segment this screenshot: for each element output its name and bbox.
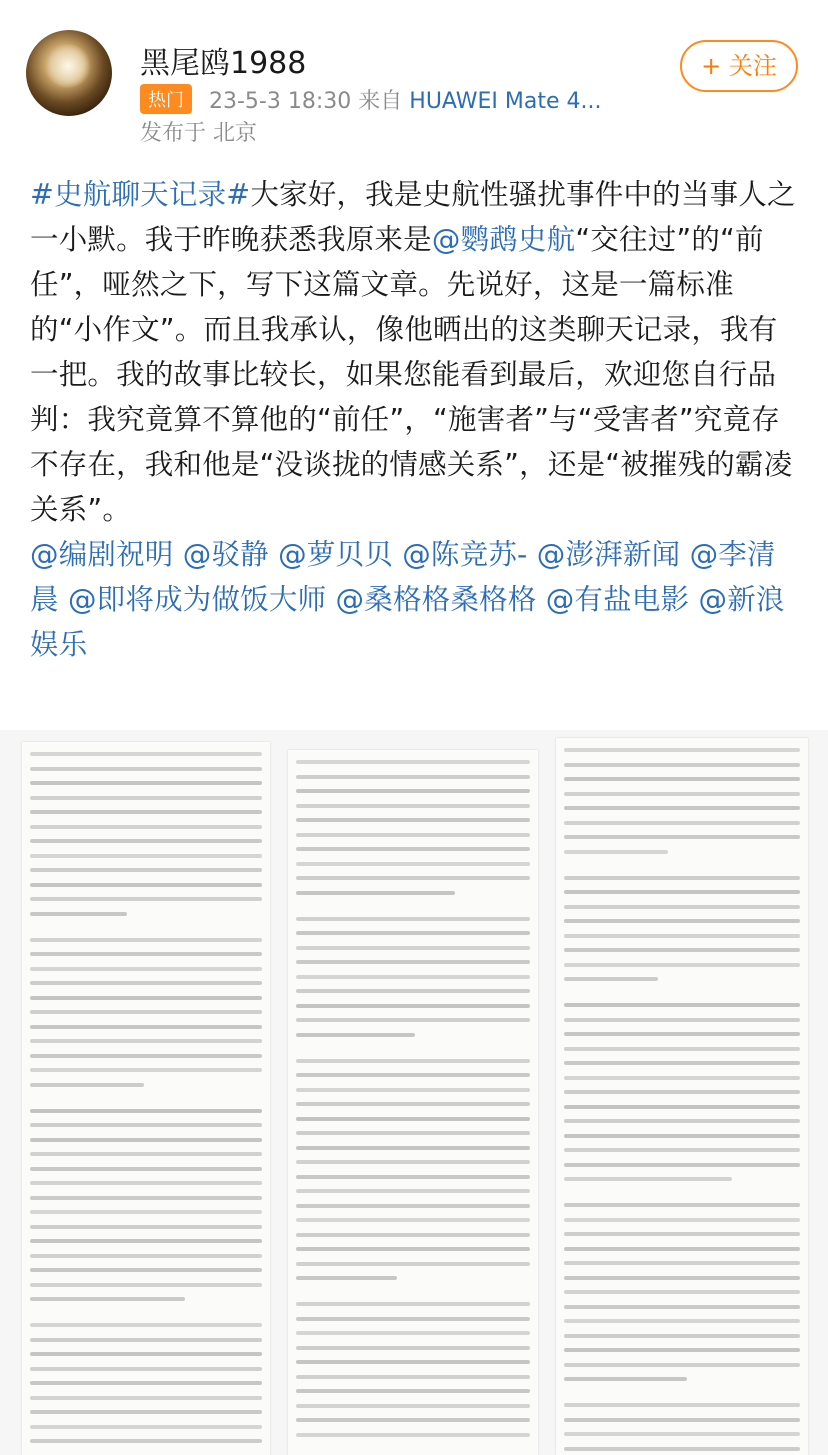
document-page[interactable] bbox=[556, 738, 808, 1455]
scanned-text-line bbox=[296, 1433, 530, 1437]
scanned-text-line bbox=[296, 1418, 530, 1422]
scanned-text-line bbox=[296, 960, 530, 964]
scanned-text-line bbox=[564, 748, 800, 752]
scanned-text-line bbox=[296, 847, 530, 851]
scanned-text-line bbox=[296, 1302, 530, 1306]
mention-link[interactable]: @有盐电影 bbox=[545, 583, 690, 616]
scanned-text-line bbox=[564, 977, 658, 981]
scanned-text-line bbox=[30, 1109, 262, 1113]
scanned-text-line bbox=[30, 1268, 262, 1272]
mention-link[interactable]: @陈竞苏- bbox=[402, 538, 528, 571]
scanned-text-line bbox=[30, 897, 262, 901]
attached-document-image[interactable] bbox=[0, 730, 828, 1455]
mention-link[interactable]: @新浪娱乐 bbox=[30, 583, 785, 661]
scanned-text-line bbox=[30, 1167, 262, 1171]
scanned-text-line bbox=[564, 1018, 800, 1022]
scanned-text-line bbox=[564, 1305, 800, 1309]
scanned-text-line bbox=[296, 989, 530, 993]
scanned-text-line bbox=[564, 1163, 800, 1167]
scanned-text-line bbox=[296, 1189, 530, 1193]
scanned-text-line bbox=[30, 1439, 262, 1443]
scanned-text-line bbox=[564, 963, 800, 967]
scanned-text-line bbox=[30, 1083, 144, 1087]
scanned-text-line bbox=[30, 952, 262, 956]
scanned-text-line bbox=[30, 1239, 262, 1243]
scanned-text-line bbox=[564, 1261, 800, 1265]
scanned-text-line bbox=[564, 763, 800, 767]
scanned-text-line bbox=[296, 891, 455, 895]
scanned-text-line bbox=[30, 839, 262, 843]
scanned-text-line bbox=[296, 833, 530, 837]
scanned-text-line bbox=[30, 1381, 262, 1385]
scanned-text-line bbox=[296, 862, 530, 866]
scanned-text-line bbox=[564, 905, 800, 909]
mentions-list bbox=[30, 532, 800, 667]
mention-link[interactable]: @驳静 bbox=[182, 538, 269, 571]
scanned-text-line bbox=[296, 917, 530, 921]
scanned-text-line bbox=[564, 1047, 800, 1051]
scanned-text-line bbox=[30, 912, 127, 916]
scanned-text-line bbox=[296, 1375, 530, 1379]
mention-link[interactable]: @鹦鹉史航 bbox=[431, 223, 576, 256]
scanned-text-line bbox=[564, 835, 800, 839]
scanned-text-line bbox=[564, 1290, 800, 1294]
scanned-text-line bbox=[564, 1247, 800, 1251]
scanned-text-line bbox=[30, 1338, 262, 1342]
scanned-text-line bbox=[564, 919, 800, 923]
scanned-text-line bbox=[296, 1088, 530, 1092]
scanned-text-line bbox=[296, 1404, 530, 1408]
scanned-text-line bbox=[564, 821, 800, 825]
scanned-text-line bbox=[296, 1146, 530, 1150]
scanned-text-line bbox=[30, 981, 262, 985]
scanned-text-line bbox=[296, 1331, 530, 1335]
scanned-text-line bbox=[296, 1131, 530, 1135]
scanned-text-line bbox=[296, 1175, 530, 1179]
scanned-text-line bbox=[564, 1403, 800, 1407]
scanned-text-line bbox=[564, 1119, 800, 1123]
mention-link[interactable]: @萝贝贝 bbox=[278, 538, 393, 571]
scanned-text-line bbox=[296, 775, 530, 779]
scanned-text-line bbox=[296, 1102, 530, 1106]
scanned-text-line bbox=[30, 1054, 262, 1058]
scanned-text-line bbox=[564, 1276, 800, 1280]
scanned-text-line bbox=[564, 777, 800, 781]
post-location: 发布于 北京 bbox=[140, 121, 257, 146]
scanned-text-line bbox=[296, 1204, 530, 1208]
scanned-text-line bbox=[564, 934, 800, 938]
mention-link[interactable]: @即将成为做饭大师 bbox=[67, 583, 327, 616]
scanned-text-line bbox=[30, 1254, 262, 1258]
scanned-text-line bbox=[30, 1210, 262, 1214]
scanned-text-line bbox=[296, 1247, 530, 1251]
scanned-text-line bbox=[564, 1218, 800, 1222]
scanned-text-line bbox=[564, 806, 800, 810]
scanned-text-line bbox=[30, 1123, 262, 1127]
scanned-text-line bbox=[296, 818, 530, 822]
username[interactable]: 黑尾鸥1988 bbox=[140, 46, 307, 81]
scanned-text-line bbox=[296, 804, 530, 808]
scanned-text-line bbox=[564, 1319, 800, 1323]
post-header bbox=[0, 0, 828, 150]
scanned-text-line bbox=[30, 938, 262, 942]
scanned-text-line bbox=[564, 1377, 687, 1381]
scanned-text-line bbox=[564, 1134, 800, 1138]
scanned-text-line bbox=[30, 752, 262, 756]
scanned-text-line bbox=[296, 1073, 530, 1077]
scanned-text-line bbox=[30, 1138, 262, 1142]
scanned-text-line bbox=[564, 1061, 800, 1065]
scanned-text-line bbox=[30, 810, 262, 814]
scanned-text-line bbox=[30, 996, 262, 1000]
document-page[interactable] bbox=[22, 742, 270, 1455]
scanned-text-line bbox=[30, 1181, 262, 1185]
source-prefix: 来自 bbox=[358, 89, 403, 114]
mention-link[interactable]: @桑格格桑格格 bbox=[335, 583, 537, 616]
scanned-text-line bbox=[296, 1233, 530, 1237]
scanned-text-line bbox=[30, 1010, 262, 1014]
scanned-text-line bbox=[564, 1177, 732, 1181]
scanned-text-line bbox=[564, 1105, 800, 1109]
scanned-text-line bbox=[296, 1360, 530, 1364]
scanned-text-line bbox=[30, 1039, 262, 1043]
scanned-text-line bbox=[564, 1003, 800, 1007]
post-text-1: 大家好，我是史航性骚扰事件中的当事人之一小默。我于昨晚获悉我原来是 bbox=[30, 178, 796, 256]
scanned-text-line bbox=[296, 975, 530, 979]
post-meta bbox=[140, 84, 602, 115]
document-page[interactable] bbox=[288, 750, 538, 1455]
scanned-text-line bbox=[564, 1334, 800, 1338]
scanned-text-line bbox=[296, 876, 530, 880]
scanned-text-line bbox=[296, 1117, 530, 1121]
scanned-text-line bbox=[296, 1218, 530, 1222]
scanned-text-line bbox=[564, 1203, 800, 1207]
scanned-text-line bbox=[564, 1432, 800, 1436]
scanned-text-line bbox=[30, 1367, 262, 1371]
scanned-text-line bbox=[564, 948, 800, 952]
scanned-text-line bbox=[296, 931, 530, 935]
scanned-text-line bbox=[564, 876, 800, 880]
scanned-text-line bbox=[30, 1425, 262, 1429]
scanned-text-line bbox=[564, 1232, 800, 1236]
hot-badge: 热门 bbox=[140, 84, 192, 114]
post-text-2: “交往过”的“前任”，哑然之下，写下这篇文章。先说好，这是一篇标准的“小作文”。而且我承认，像他晒出的这类聊天记录，我有一把。我的故事比较长，如果您能看到最后，欢迎您自行品判：我究竟算不算他的“前任”，“施害者”与“受害者”究竟存不存在，我和他是“没谈拢的情感关系”，还是“被摧残的霸凌关系”。 bbox=[30, 223, 793, 526]
scanned-text-line bbox=[30, 1283, 262, 1287]
scanned-text-line bbox=[30, 1396, 262, 1400]
mention-link[interactable]: @李清晨 bbox=[30, 538, 776, 616]
post-body bbox=[30, 172, 800, 667]
avatar[interactable] bbox=[26, 30, 112, 116]
scanned-text-line bbox=[564, 1348, 800, 1352]
scanned-text-line bbox=[296, 1389, 530, 1393]
scanned-text-line bbox=[296, 760, 530, 764]
scanned-text-line bbox=[296, 1059, 530, 1063]
scanned-text-line bbox=[30, 1152, 262, 1156]
scanned-text-line bbox=[30, 1297, 185, 1301]
scanned-text-line bbox=[30, 796, 262, 800]
scanned-text-line bbox=[564, 1148, 800, 1152]
scanned-text-line bbox=[30, 854, 262, 858]
scanned-text-line bbox=[564, 1032, 800, 1036]
scanned-text-line bbox=[30, 1323, 262, 1327]
post-time: 23-5-3 18:30 bbox=[209, 89, 352, 114]
scanned-text-line bbox=[564, 1363, 800, 1367]
follow-button[interactable]: + 关注 bbox=[680, 40, 798, 92]
scanned-text-line bbox=[296, 946, 530, 950]
scanned-text-line bbox=[30, 1410, 262, 1414]
scanned-text-line bbox=[296, 1346, 530, 1350]
scanned-text-line bbox=[30, 1225, 262, 1229]
scanned-text-line bbox=[296, 1033, 415, 1037]
scanned-text-line bbox=[564, 1076, 800, 1080]
scanned-text-line bbox=[30, 767, 262, 771]
scanned-text-line bbox=[30, 781, 262, 785]
scanned-text-line bbox=[564, 792, 800, 796]
scanned-text-line bbox=[296, 1317, 530, 1321]
scanned-text-line bbox=[296, 1004, 530, 1008]
scanned-text-line bbox=[296, 1160, 530, 1164]
scanned-text-line bbox=[296, 1018, 530, 1022]
scanned-text-line bbox=[564, 850, 668, 854]
scanned-text-line bbox=[30, 967, 262, 971]
scanned-text-line bbox=[564, 1447, 800, 1451]
scanned-text-line bbox=[30, 1352, 262, 1356]
scanned-text-line bbox=[30, 883, 262, 887]
scanned-text-line bbox=[564, 1418, 800, 1422]
scanned-text-line bbox=[296, 1262, 530, 1266]
scanned-text-line bbox=[30, 1068, 262, 1072]
scanned-text-line bbox=[564, 1090, 800, 1094]
scanned-text-line bbox=[296, 1276, 397, 1280]
scanned-text-line bbox=[30, 825, 262, 829]
mention-link[interactable]: @澎湃新闻 bbox=[536, 538, 681, 571]
scanned-text-line bbox=[30, 1025, 262, 1029]
scanned-text-line bbox=[30, 868, 262, 872]
scanned-text-line bbox=[564, 890, 800, 894]
mention-link[interactable]: @编剧祝明 bbox=[30, 538, 174, 571]
device-link[interactable]: HUAWEI Mate 4... bbox=[409, 89, 602, 114]
scanned-text-line bbox=[296, 789, 530, 793]
scanned-text-line bbox=[30, 1196, 262, 1200]
topic-link[interactable]: #史航聊天记录# bbox=[30, 178, 251, 211]
